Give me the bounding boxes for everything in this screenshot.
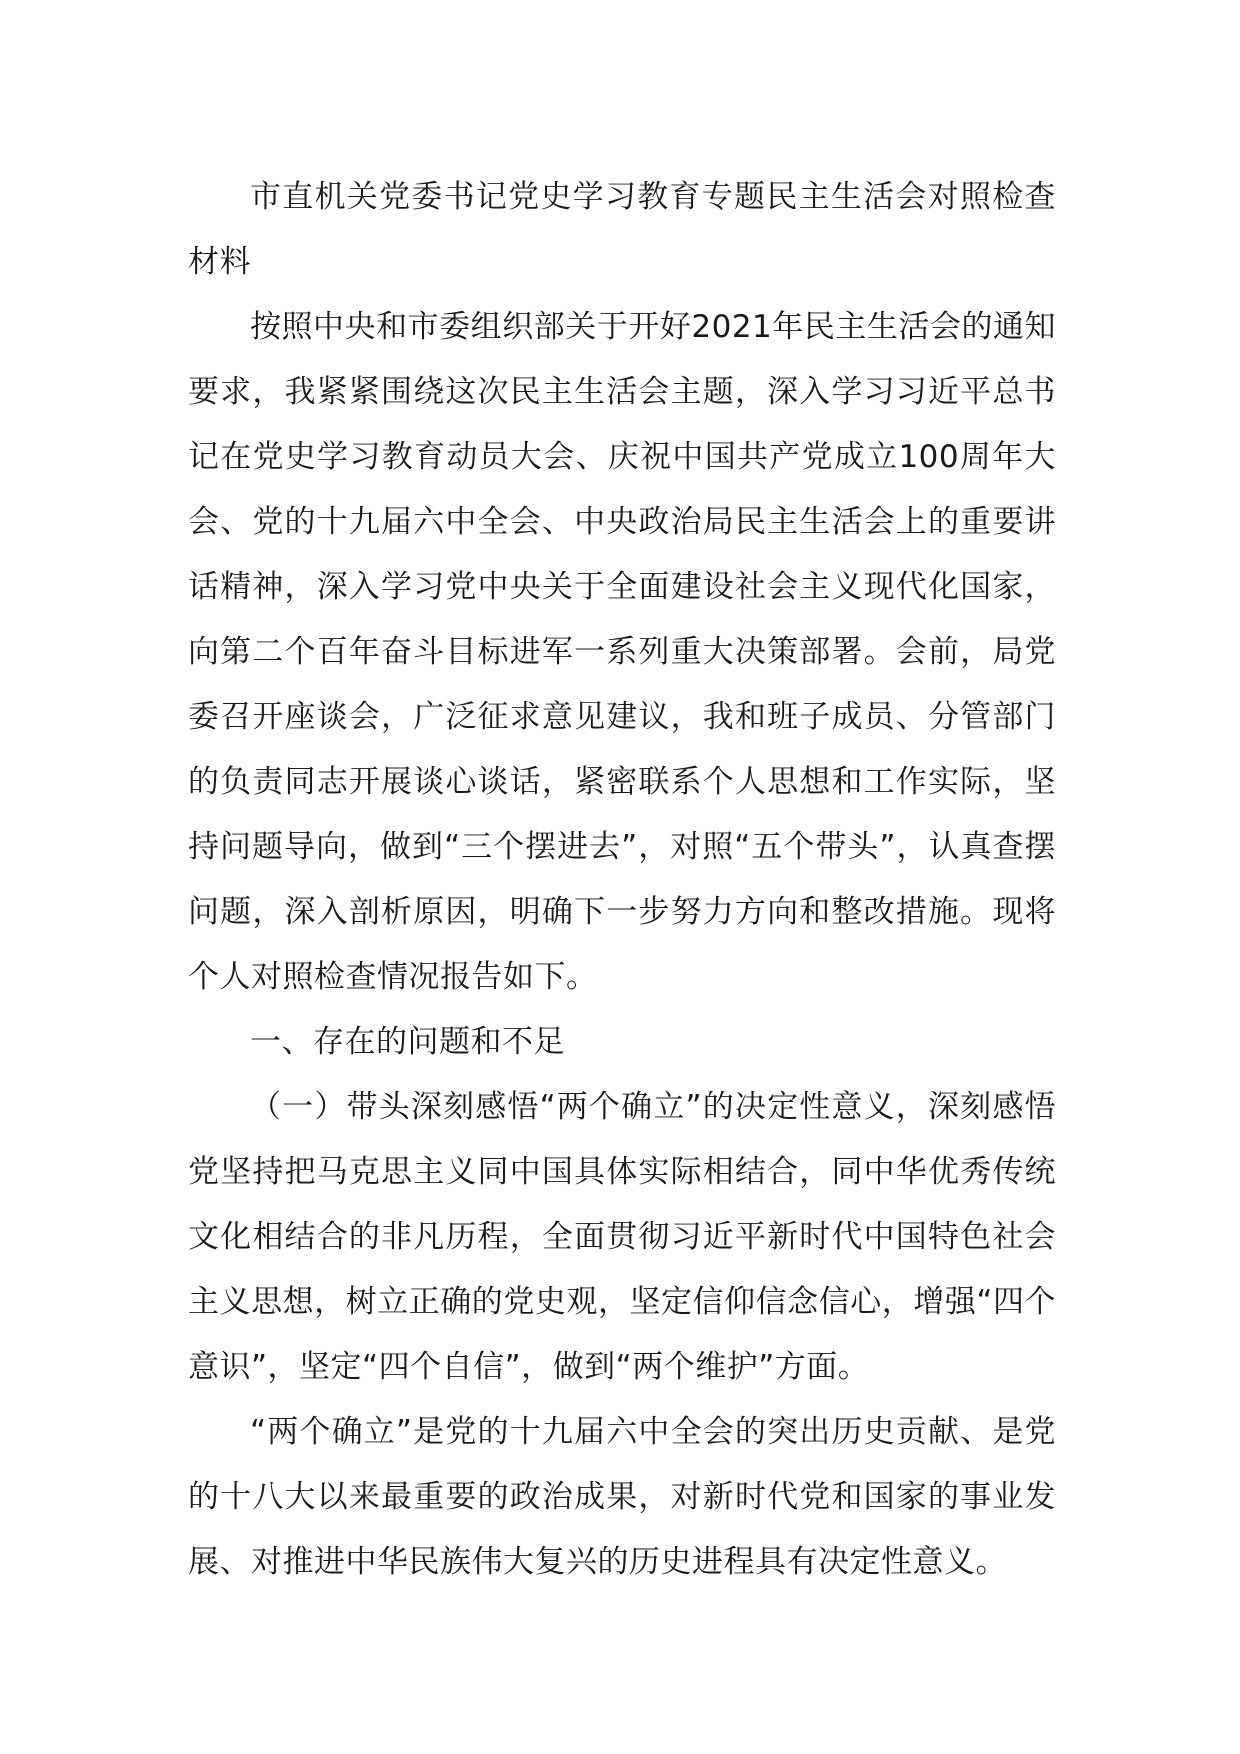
- paragraph-two-establishments: “两个确立”是党的十九届六中全会的突出历史贡献、是党的十八大以来最重要的政治成果，对新时代党和国家的事业发展、对推进中华民族伟大复兴的历史进程具有决定性意义。: [188, 1414, 1056, 1580]
- section-heading-problems: 一、存在的问题和不足: [250, 1024, 565, 1060]
- paragraph-intro: 按照中央和市委组织部关于开好2021年民主生活会的通知要求，我紧紧围绕这次民主生活会主题，深入学习习近平总书记在党史学习教育动员大会、庆祝中国共产党成立100周年大会、党的十九届六中全会、中央政治局民主生活会上的重要讲话精神，深入学习党中央关于全面建设社会主义现代化国家，向第二个百年奋斗目标进军一系列重大决策部署。会前，局党委召开座谈会，广泛征求意见建议，我和班子成员、分管部门的负责同志开展谈心谈话，紧密联系个人思想和工作实际，坚持问题导向，做到“三个摆进去”，对照“五个带头”，认真查摆问题，深入剖析原因，明确下一步努力方向和整改措施。现将个人对照检查情况报告如下。: [188, 309, 1056, 995]
- document-body: [188, 165, 1056, 1595]
- document-title: 市直机关党委书记党史学习教育专题民主生活会对照检查材料: [188, 179, 1056, 280]
- paragraph-subsection-one: （一）带头深刻感悟“两个确立”的决定性意义，深刻感悟党坚持把马克思主义同中国具体实际相结合，同中华优秀传统文化相结合的非凡历程，全面贯彻习近平新时代中国特色社会主义思想，树立正确的党史观，坚定信仰信念信心，增强“四个意识”，坚定“四个自信”，做到“两个维护”方面。: [188, 1089, 1056, 1385]
